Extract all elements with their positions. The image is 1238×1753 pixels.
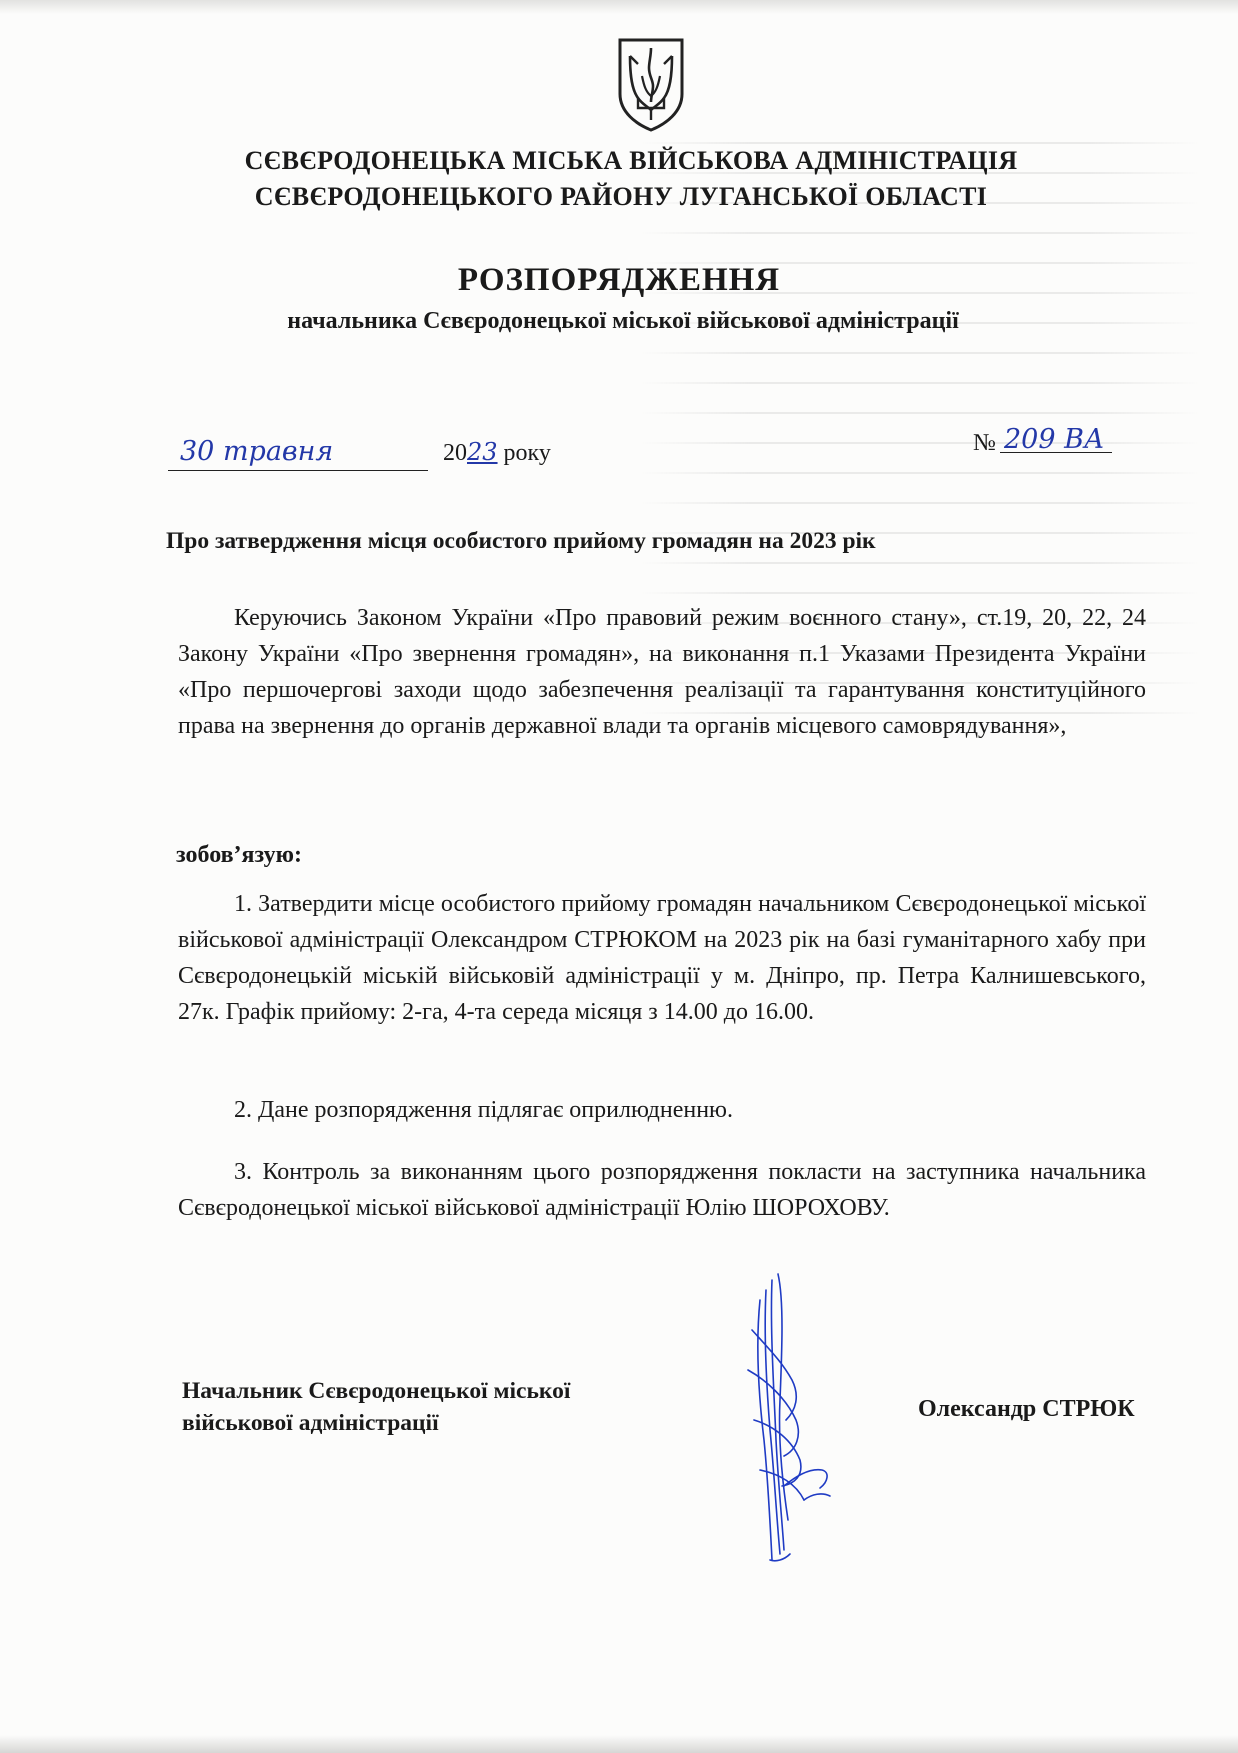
scan-edge-bottom [0, 1735, 1238, 1753]
signoff-position-line-2: військової адміністрації [182, 1410, 439, 1436]
header-line-2: СЄВЄРОДОНЕЦЬКОГО РАЙОНУ ЛУГАНСЬКОЇ ОБЛАСТІ [254, 182, 988, 211]
document-subject: Про затвердження місця особистого прийому громадян на 2023 рік [166, 528, 876, 554]
number-underline [1000, 452, 1112, 453]
number-label: № [973, 430, 996, 456]
signoff-name: Олександр СТРЮК [918, 1396, 1135, 1422]
header-line-1: СЄВЄРОДОНЕЦЬКА МІСЬКА ВІЙСЬКОВА АДМІНІСТРАЦІЯ [244, 146, 1018, 175]
date-year [443, 438, 551, 467]
handwritten-date: 30 травня [180, 436, 334, 467]
signoff-position-line-1: Начальник Сєвєродонецької міської [182, 1378, 571, 1404]
coat-of-arms-emblem [616, 36, 686, 132]
date-underline [168, 470, 428, 471]
scan-edge-top [0, 0, 1238, 14]
order-item-3: 3. Контроль за виконанням цього розпорядження покласти на заступника начальника Сєвєродонецької міської військової адміністрації Юлію ШОРОХОВУ. [178, 1159, 1146, 1221]
document-title: РОЗПОРЯДЖЕННЯ [457, 262, 781, 298]
handwritten-number: 209 ВА [1004, 424, 1105, 455]
oblige-heading: зобов’язую: [176, 842, 302, 868]
handwritten-signature [730, 1270, 840, 1570]
preamble-paragraph: Керуючись Законом України «Про правовий режим воєнного стану», ст.19, 20, 22, 24 Закону України «Про звернення громадян», на виконання п.1 Указами Президента України «Про першочергові заходи щодо забезпечення реалізації та гарантування конституційного права на звернення до органів державної влади та органів місцевого самоврядування», [178, 605, 1146, 739]
handwritten-year: 23 [467, 438, 498, 466]
date-year-prefix: 20 [443, 440, 467, 466]
date-year-suffix: року [497, 440, 551, 466]
order-item-1: 1. Затвердити місце особистого прийому громадян начальником Сєвєродонецької міської військової адміністрації Олександром СТРЮКОМ на 2023 рік на базі гуманітарного хабу при Сєвєродонецькій міській військовій адміністрації у м. Дніпро, пр. Петра Калнишевського, 27к. Графік прийому: 2-га, 4-та середа місяця з 14.00 до 16.00. [178, 891, 1146, 1025]
document-subtitle: начальника Сєвєродонецької міської військової адміністрації [287, 308, 959, 334]
order-item-2: 2. Дане розпорядження підлягає оприлюдненню. [234, 1097, 733, 1123]
